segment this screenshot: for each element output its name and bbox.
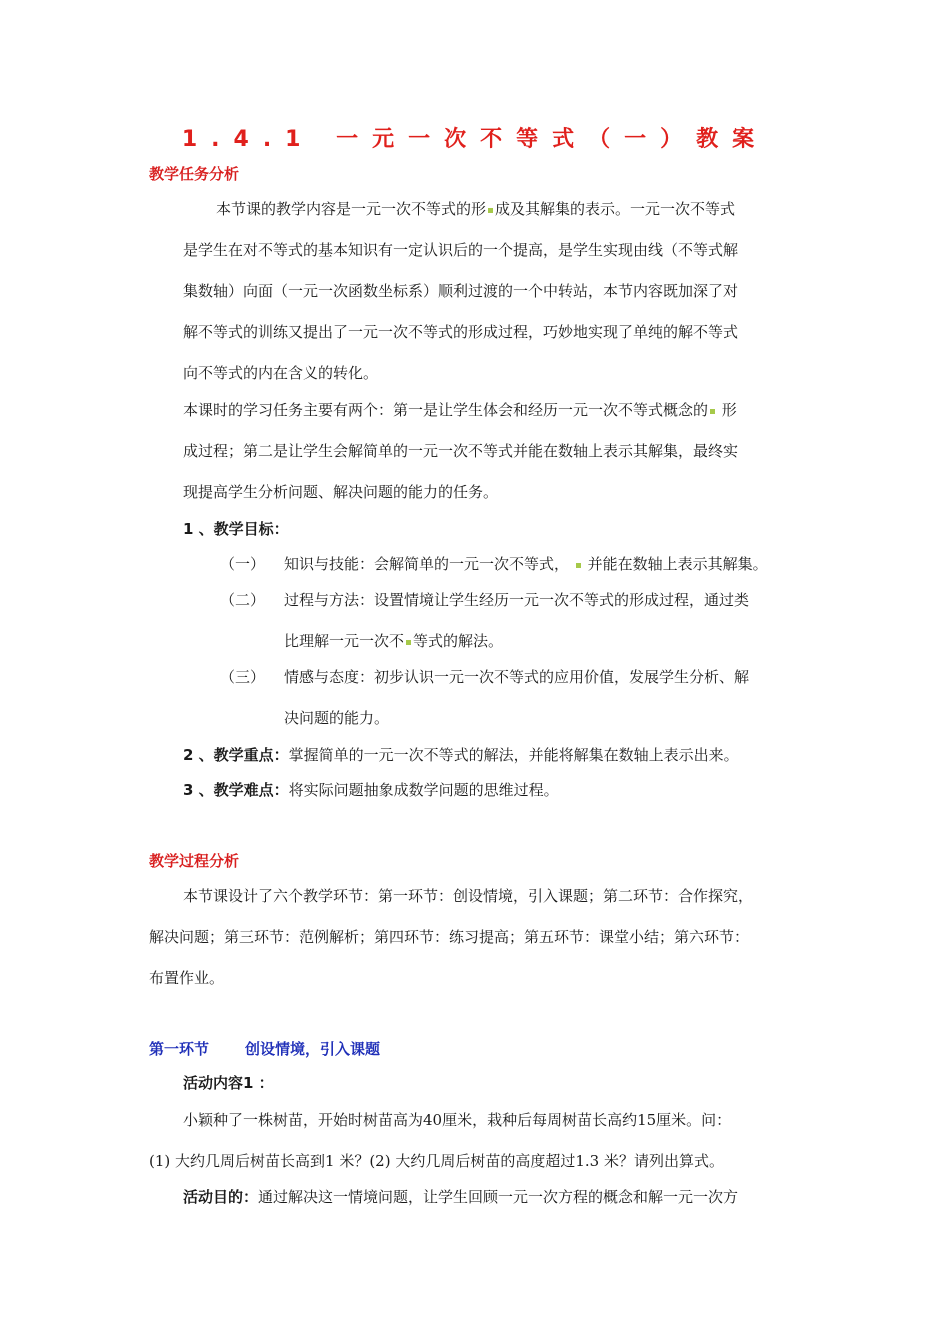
- goals-label: 1 、教学目标：: [183, 520, 289, 538]
- purpose-label: 活动目的：: [183, 1188, 259, 1206]
- activity-text: 小颖种了一株树苗，开始时树苗高为40厘米，栽种后每周树苗长高约15厘米。问：: [183, 1111, 732, 1129]
- difficulty-label: 3 、教学难点：: [183, 781, 289, 799]
- goal-number: （一）: [220, 555, 266, 573]
- difficulty-point: [183, 780, 559, 800]
- bullet-mark: [406, 640, 411, 645]
- goal-text: [284, 554, 768, 574]
- activity-label: 活动内容1 ：: [183, 1074, 274, 1092]
- section-heading-stage-one: [149, 1038, 380, 1059]
- goal-text: 过程与方法：设置情境让学生经历一元一次不等式的形成过程，通过类: [284, 591, 750, 609]
- paragraph-line: 集数轴）向面（一元一次函数坐标系）顺利过渡的一个中转站，本节内容既加深了对: [183, 282, 739, 300]
- paragraph-line: 是学生在对不等式的基本知识有一定认识后的一个提高，是学生实现由线（不等式解: [183, 241, 739, 259]
- text-span: 本节课的教学内容是一元一次不等式的形: [216, 200, 487, 218]
- activity-text: (1) 大约几周后树苗长高到1 米？(2) 大约几周后树苗的高度超过1.3 米？请列出算式。: [149, 1152, 724, 1170]
- text-span: 形: [721, 401, 737, 419]
- paragraph-line: 解决问题；第三环节：范例解析；第四环节：练习提高；第五环节：课堂小结；第六环节：: [149, 928, 750, 946]
- key-text: 掌握简单的一元一次不等式的解法，并能将解集在数轴上表示出来。: [288, 746, 739, 764]
- purpose-line: [183, 1187, 738, 1207]
- goal-number: （二）: [220, 591, 266, 609]
- goal-text: 决问题的能力。: [284, 709, 390, 727]
- section-heading-task-analysis: 教学任务分析: [149, 165, 240, 183]
- paragraph-line: [183, 400, 737, 420]
- paragraph-line: 现提高学生分析问题、解决问题的能力的任务。: [183, 483, 499, 501]
- paragraph-line: [216, 199, 735, 219]
- difficulty-text: 将实际问题抽象成数学问题的思维过程。: [288, 781, 559, 799]
- stage-title: 创设情境，引入课题: [245, 1040, 381, 1058]
- purpose-text: 通过解决这一情境问题，让学生回顾一元一次方程的概念和解一元一次方: [258, 1188, 739, 1206]
- stage-label: 第一环节: [149, 1040, 210, 1058]
- key-point: [183, 745, 739, 765]
- text-span: 成及其解集的表示。一元一次不等式: [495, 200, 736, 218]
- paragraph-line: 向不等式的内在含义的转化。: [183, 364, 379, 382]
- text-span: 比理解一元一次不: [284, 632, 405, 650]
- section-heading-process-analysis: 教学过程分析: [149, 852, 240, 870]
- paragraph-line: 本节课设计了六个教学环节：第一环节：创设情境，引入课题；第二环节：合作探究，: [183, 887, 754, 905]
- goal-number: （三）: [220, 668, 266, 686]
- bullet-mark: [710, 409, 715, 414]
- key-label: 2 、教学重点：: [183, 746, 289, 764]
- text-span: 并能在数轴上表示其解集。: [587, 555, 768, 573]
- text-span: 本课时的学习任务主要有两个：第一是让学生体会和经历一元一次不等式概念的: [183, 401, 709, 419]
- paragraph-line: 成过程；第二是让学生会解简单的一元一次不等式并能在数轴上表示其解集，最终实: [183, 442, 739, 460]
- bullet-mark: [488, 208, 493, 213]
- paragraph-line: 布置作业。: [149, 969, 225, 987]
- text-span: 等式的解法。: [413, 632, 504, 650]
- bullet-mark: [576, 563, 581, 568]
- goal-text: 情感与态度：初步认识一元一次不等式的应用价值，发展学生分析、解: [284, 668, 750, 686]
- text-span: 知识与技能：会解简单的一元一次不等式，: [284, 555, 570, 573]
- paragraph-line: 解不等式的训练又提出了一元一次不等式的形成过程，巧妙地实现了单纯的解不等式: [183, 323, 739, 341]
- goal-text: [284, 631, 503, 651]
- document-title: 1.4.1 一元一次不等式（一）教案: [181, 127, 769, 152]
